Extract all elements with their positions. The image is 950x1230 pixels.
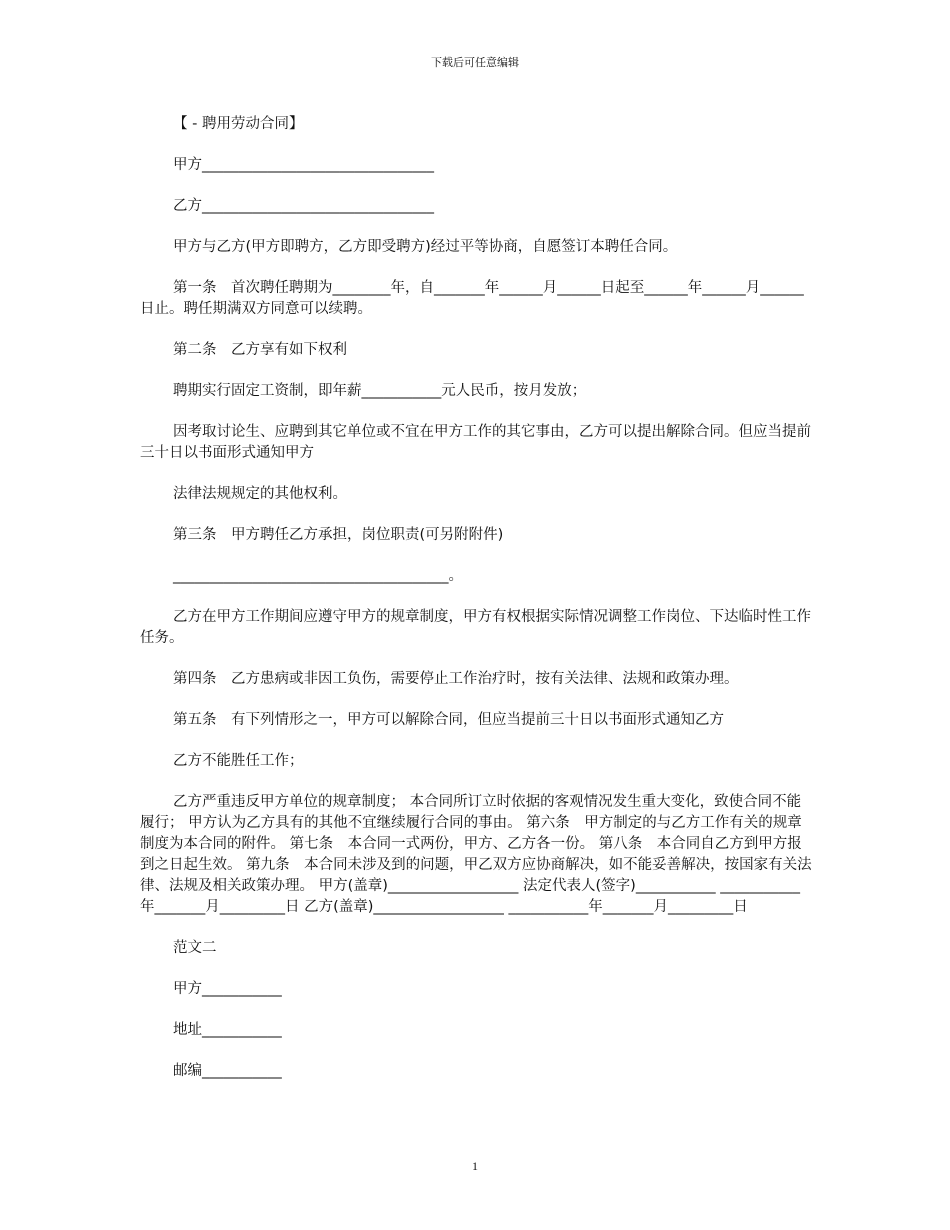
preamble: 甲方与乙方(甲方即聘方，乙方即受聘方)经过平等协商，自愿签订本聘任合同。 bbox=[173, 239, 678, 255]
termination-right-clause: 因考取讨论生、应聘到其它单位或不宜在甲方工作的其它事由，乙方可以提出解除合同。但应当提前三十日以书面形式通知甲方 bbox=[140, 424, 811, 461]
articles-6-to-9-and-signatures: 乙方严重违反甲方单位的规章制度； 本合同所订立时依据的客观情况发生重大变化，致使合同不能履行； 甲方认为乙方具有的其他不宜继续履行合同的事由。 第六条 甲方制定的与乙方工作有关的规章制度为本合同的附件。 第七条 本合同一式两份，甲方、乙方各一份。 第八条 本合同自乙方到甲方报到之日起生效。 第九条 本合同未涉及到的问题，甲乙双方应协商解决，如不能妥善解决，按国家有关法律、法规及相关政策办理。 甲方(盖章)__________________ 法定代表人(签字)___________ ___________年_______月_________日 乙方(盖章)__________________ ___________年_______月_________日 bbox=[140, 794, 812, 915]
article-4: 第四条 乙方患病或非因工负伤，需要停止工作治疗时，按有关法律、法规和政策办理。 bbox=[173, 671, 739, 687]
party-a-line: 甲方________________________________ bbox=[173, 157, 434, 173]
article-5: 第五条 有下列情形之一，甲方可以解除合同，但应当提前三十日以书面形式通知乙方 bbox=[173, 712, 724, 728]
template-two-address: 地址___________ bbox=[173, 1022, 282, 1038]
salary-clause: 聘期实行固定工资制，即年薪___________元人民币，按月发放； bbox=[173, 383, 587, 399]
incompetence-clause: 乙方不能胜任工作； bbox=[173, 753, 304, 769]
duties-blank-line: ______________________________________。 bbox=[173, 568, 463, 584]
other-rights-clause: 法律法规规定的其他权利。 bbox=[173, 486, 347, 502]
page-number: 1 bbox=[472, 1159, 478, 1173]
template-two-party-a: 甲方___________ bbox=[173, 981, 282, 997]
page-header: 下载后可任意编辑 bbox=[431, 56, 519, 69]
party-b-line: 乙方________________________________ bbox=[173, 198, 434, 214]
rules-clause: 乙方在甲方工作期间应遵守甲方的规章制度，甲方有权根据实际情况调整工作岗位、下达临时性工作任务。 bbox=[140, 609, 811, 646]
article-1: 第一条 首次聘任聘期为________年，自_______年______月______日起至______年______月______日止。聘任期满双方同意可以续聘。 bbox=[140, 280, 804, 317]
document-body bbox=[140, 114, 812, 1102]
article-3-title: 第三条 甲方聘任乙方承担，岗位职责(可另附附件) bbox=[173, 527, 504, 543]
template-two-postcode: 邮编___________ bbox=[173, 1063, 282, 1079]
template-two-heading: 范文二 bbox=[173, 940, 217, 956]
contract-heading: 【 - 聘用劳动合同】 bbox=[173, 116, 304, 132]
article-2-title: 第二条 乙方享有如下权利 bbox=[173, 342, 347, 358]
